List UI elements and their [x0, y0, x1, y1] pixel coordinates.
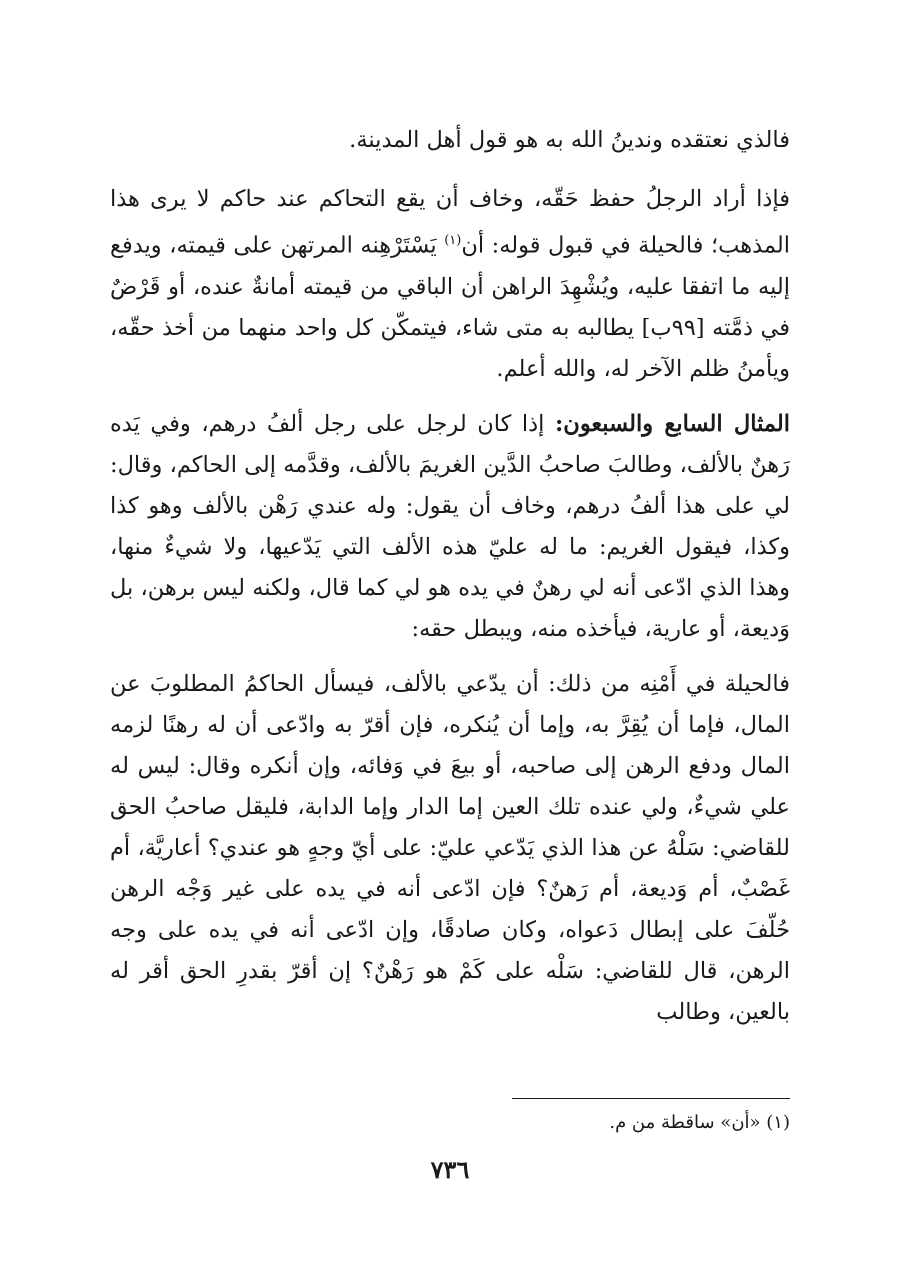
paragraph-1-text: فالذي نعتقده وندينُ الله به هو قول أهل المدينة.: [349, 127, 790, 153]
footnote-marker: (١): [444, 233, 462, 248]
page-body: [110, 120, 790, 1047]
paragraph-4: [110, 664, 790, 1033]
paragraph-2: [110, 179, 790, 390]
paragraph-3: [110, 404, 790, 650]
paragraph-2-text-b: يَسْتَرْهِنه المرتهن على قيمته، ويدفع إليه ما اتفقا عليه، ويُشْهِدَ الراهن أن الباقي من قيمته أمانةٌ عنده، أو قَرْضٌ في ذمَّته [٩٩ب] يطالبه به متى شاء، فيتمكّن كل واحد منهما من أخذ حقّه، ويأمنُ ظلم الآخر له، والله أعلم.: [110, 232, 791, 382]
paragraph-1: [110, 120, 790, 161]
footnote-divider: [512, 1098, 790, 1099]
footnote: (١) «أن» ساقطة من م.: [609, 1112, 790, 1133]
page-number: ٧٣٦: [430, 1155, 470, 1184]
paragraph-2-text-a: فإذا أراد الرجلُ حفظ حَقّه، وخاف أن يقع التحاكم عند حاكم لا يرى هذا المذهب؛ فالحيلة في قبول قوله: أن: [110, 186, 790, 259]
example-heading: المثال السابع والسبعون:: [554, 410, 790, 437]
paragraph-3-text: إذا كان لرجل على رجل ألفُ درهم، وفي يَده رَهنٌ بالألف، وطالبَ صاحبُ الدَّين الغريمَ بالألف، وقدَّمه إلى الحاكم، وقال: لي على هذا ألفُ درهم، وخاف أن يقول: وله عندي رَهْن بالألف وهو كذا وكذا، فيقول الغريم: ما له عليّ هذه الألف التي يَدّعيها، ولا شيءٌ منها، وهذا الذي ادّعى أنه لي رهنٌ في يده هو لي كما قال، ولكنه ليس برهن، بل وَديعة، أو عارية، فيأخذه منه، ويبطل حقه:: [110, 410, 790, 642]
paragraph-4-text: فالحيلة في أَمْنِه من ذلك: أن يدّعي بالألف، فيسأل الحاكمُ المطلوبَ عن المال، فإما أن يُقِرَّ به، وإما أن يُنكره، فإن أقرّ به وادّعى أن له رهنًا لزمه المال ودفع الرهن إلى صاحبه، أو بيعَ في وَفائه، وإن أنكره وقال: ليس له علي شيءٌ، ولي عنده تلك العين إما الدار وإما الدابة، فليقل صاحبُ الحق للقاضي: سَلْهُ عن هذا الذي يَدّعي عليّ: على أيّ وجهٍ هو عندي؟ أعاريَّة، أم غَصْبٌ، أم وَديعة، أم رَهنٌ؟ فإن ادّعى أنه في يده على غير وَجْه الرهن حُلّفَ على إبطال دَعواه، وكان صادقًا، وإن ادّعى أنه في يده على وجه الرهن، قال للقاضي: سَلْه على كَمْ هو رَهْنٌ؟ إن أقرّ بقدرِ الحق أقر له بالعين، وطالب: [110, 670, 790, 1025]
